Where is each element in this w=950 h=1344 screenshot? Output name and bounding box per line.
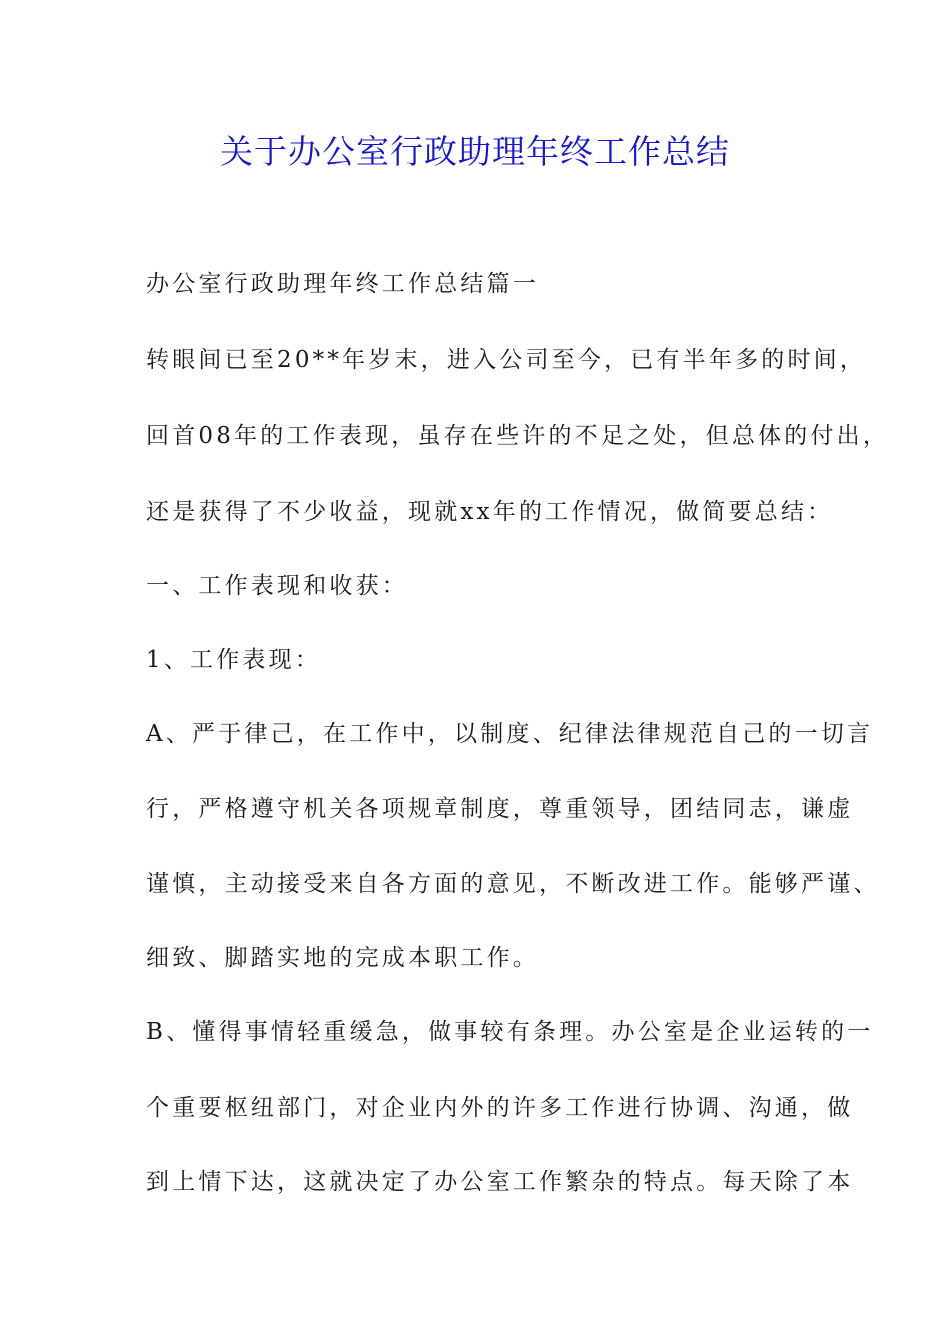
- subheading: 一、工作表现和收获：: [146, 573, 408, 599]
- body-line: 还是获得了不少收益，现就xx年的工作情况，做简要总结：: [146, 499, 834, 525]
- body-line: 个重要枢纽部门，对企业内外的许多工作进行协调、沟通，做: [146, 1095, 854, 1121]
- body-line: 行，严格遵守机关各项规章制度，尊重领导，团结同志，谦虚: [146, 796, 854, 822]
- section-heading: 办公室行政助理年终工作总结篇一: [146, 271, 539, 297]
- document-title: 关于办公室行政助理年终工作总结: [220, 132, 730, 171]
- body-line: 转眼间已至20**年岁末，进入公司至今，已有半年多的时间，: [146, 347, 867, 373]
- body-line: B、懂得事情轻重缓急，做事较有条理。办公室是企业运转的一: [146, 1019, 874, 1045]
- body-line: 细致、脚踏实地的完成本职工作。: [146, 945, 539, 971]
- body-line: 谨慎，主动接受来自各方面的意见，不断改进工作。能够严谨、: [146, 871, 880, 897]
- body-line: A、严于律己，在工作中，以制度、纪律法律规范自己的一切言: [146, 721, 874, 747]
- subheading: 1、工作表现：: [146, 647, 322, 673]
- body-line: 回首08年的工作表现，虽存在些许的不足之处，但总体的付出，: [146, 423, 890, 449]
- body-line: 到上情下达，这就决定了办公室工作繁杂的特点。每天除了本: [146, 1169, 854, 1195]
